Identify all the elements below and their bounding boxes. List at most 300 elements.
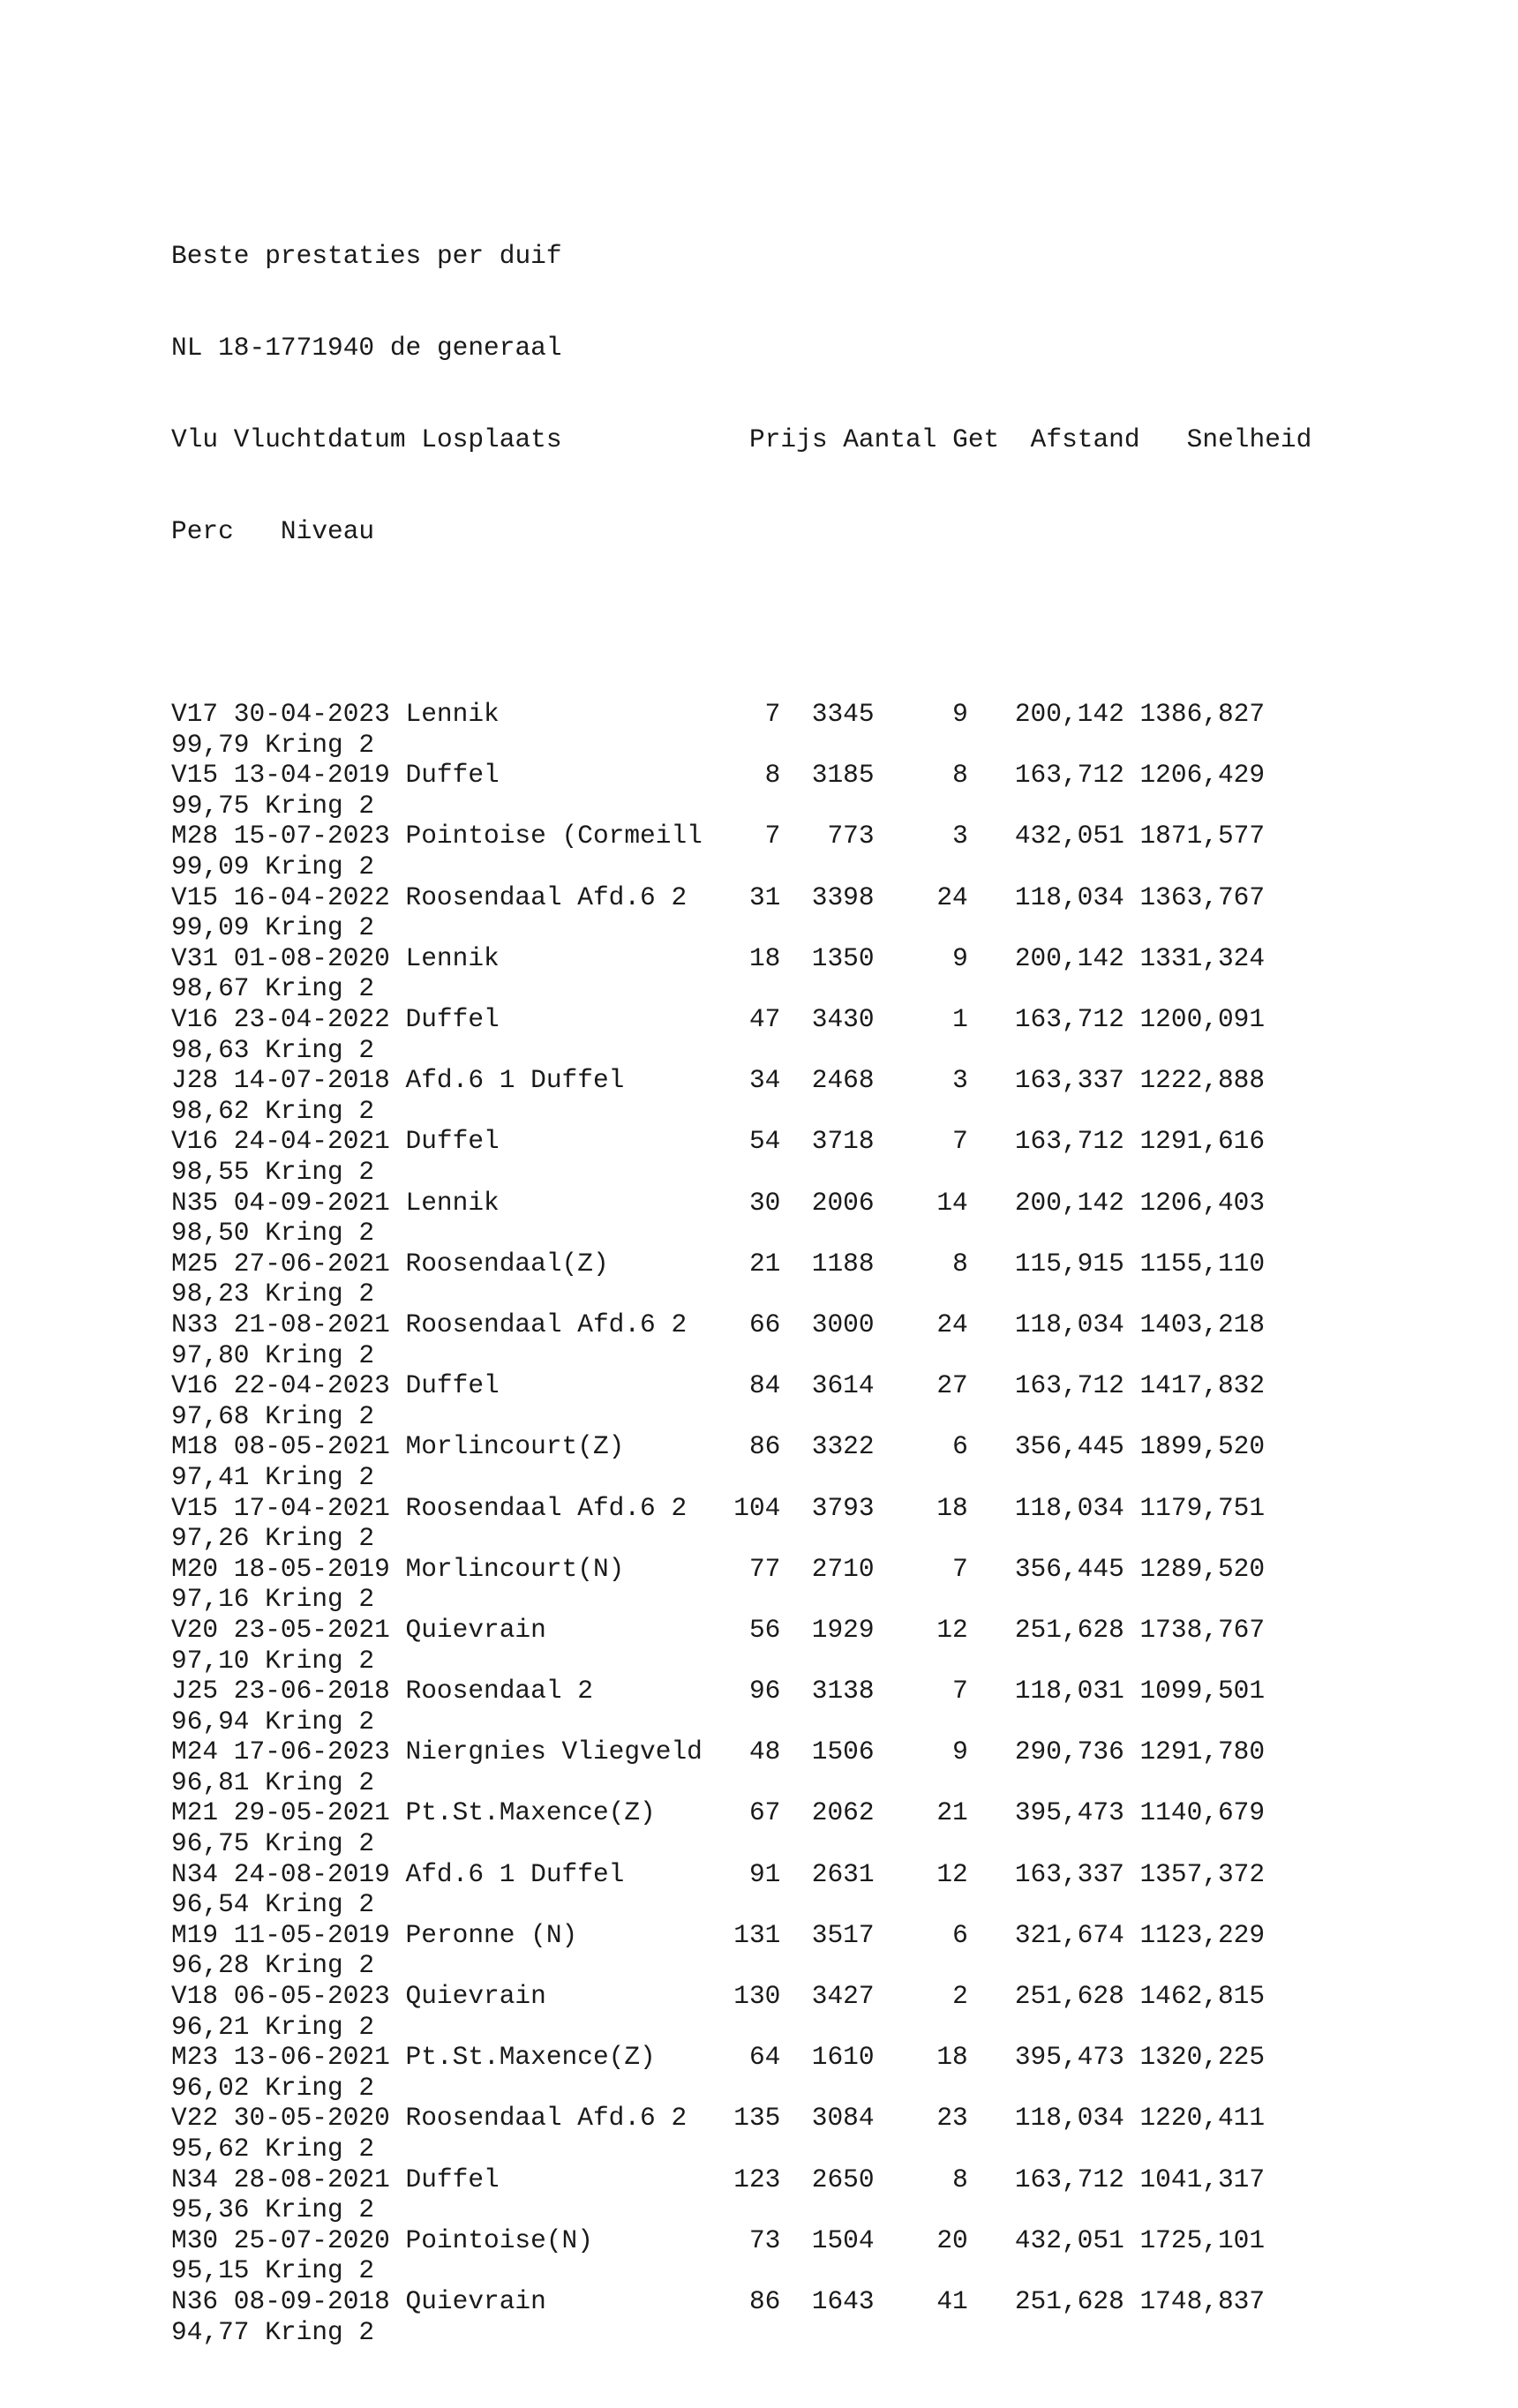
percentage-cell: 99,75: [171, 790, 250, 821]
flight-date-cell: 23-04-2022: [233, 1004, 390, 1035]
percentage-cell: 96,28: [171, 1950, 250, 1981]
table-row: [171, 2286, 1311, 2317]
table-row: [171, 1431, 1311, 1462]
percentage-cell: 99,09: [171, 851, 250, 882]
flight-code-cell: V15: [171, 881, 219, 912]
percentage-cell: 98,23: [171, 1279, 250, 1309]
count-cell: 2631: [811, 1858, 875, 1889]
flight-date-cell: 11-05-2019: [233, 1919, 390, 1950]
table-row-percentage: [171, 1157, 1311, 1188]
table-row-percentage: [171, 2255, 1311, 2286]
count-cell: 2710: [811, 1553, 875, 1584]
get-cell: 8: [952, 760, 968, 791]
prize-cell: 34: [748, 1065, 781, 1096]
get-cell: 18: [936, 1492, 968, 1523]
speed-cell: 1099,501: [1139, 1676, 1266, 1707]
release-site-cell: Pointoise(N): [405, 2224, 593, 2255]
flight-date-cell: 25-07-2020: [233, 2224, 390, 2255]
release-site-cell: Lennik: [405, 1187, 500, 1218]
prize-cell: 31: [748, 881, 781, 912]
speed-cell: 1363,767: [1139, 881, 1266, 912]
separator: [250, 2134, 266, 2164]
table-row-percentage: [171, 2012, 1311, 2043]
prize-cell: 8: [764, 760, 781, 791]
percentage-cell: 95,62: [171, 2134, 250, 2164]
count-cell: 3427: [811, 1981, 875, 2012]
separator: [250, 2194, 266, 2225]
table-row: [171, 1065, 1311, 1096]
release-site-cell: Duffel: [405, 1004, 500, 1035]
speed-cell: 1222,888: [1139, 1065, 1266, 1096]
distance-cell: 432,051: [1014, 2224, 1124, 2255]
flight-date-cell: 29-05-2021: [233, 1797, 390, 1828]
column-header-line-1: Vlu Vluchtdatum Losplaats Prijs Aantal Get Afstand Snelheid: [171, 424, 1312, 454]
table-row-percentage: [171, 1646, 1311, 1677]
flight-code-cell: N36: [171, 2285, 219, 2316]
count-cell: 3517: [811, 1919, 875, 1950]
level-cell: Kring 2: [265, 1034, 375, 1065]
table-row-percentage: [171, 1950, 1311, 1981]
distance-cell: 118,034: [1014, 2103, 1124, 2134]
percentage-cell: 98,63: [171, 1034, 250, 1065]
table-row: [171, 1737, 1311, 1767]
level-cell: Kring 2: [265, 2134, 375, 2164]
prize-cell: 18: [748, 942, 781, 973]
separator: [250, 2012, 266, 2043]
flight-code-cell: N35: [171, 1187, 219, 1218]
table-row-percentage: [171, 2317, 1311, 2348]
count-cell: 773: [827, 821, 875, 851]
flight-date-cell: 18-05-2019: [233, 1553, 390, 1584]
flight-date-cell: 17-04-2021: [233, 1492, 390, 1523]
release-site-cell: Lennik: [405, 699, 500, 730]
level-cell: Kring 2: [265, 2072, 375, 2103]
table-row-percentage: [171, 851, 1311, 882]
get-cell: 9: [952, 942, 968, 973]
level-cell: Kring 2: [265, 1461, 375, 1492]
distance-cell: 251,628: [1014, 2285, 1124, 2316]
distance-cell: 395,473: [1014, 1797, 1124, 1828]
table-row-percentage: [171, 1767, 1311, 1798]
level-cell: Kring 2: [265, 1339, 375, 1370]
percentage-cell: 97,26: [171, 1523, 250, 1554]
level-cell: Kring 2: [265, 1400, 375, 1431]
release-site-cell: Morlincourt(N): [405, 1553, 625, 1584]
column-header-line-2: Perc Niveau: [171, 515, 375, 546]
flight-code-cell: M25: [171, 1248, 219, 1279]
prize-cell: 56: [748, 1614, 781, 1645]
percentage-cell: 94,77: [171, 2316, 250, 2347]
distance-cell: 200,142: [1014, 699, 1124, 730]
table-row: [171, 1981, 1311, 2012]
speed-cell: 1738,767: [1139, 1614, 1266, 1645]
table-row-percentage: [171, 1462, 1311, 1493]
speed-cell: 1155,110: [1139, 1248, 1266, 1279]
count-cell: 1610: [811, 2042, 875, 2073]
prize-cell: 7: [764, 699, 781, 730]
count-cell: 1506: [811, 1737, 875, 1767]
table-row-percentage: [171, 1035, 1311, 1066]
release-site-cell: Roosendaal(Z): [405, 1248, 609, 1279]
get-cell: 41: [936, 2285, 968, 2316]
flight-date-cell: 15-07-2023: [233, 821, 390, 851]
speed-cell: 1289,520: [1139, 1553, 1266, 1584]
percentage-cell: 97,10: [171, 1645, 250, 1676]
percentage-cell: 97,68: [171, 1400, 250, 1431]
separator: [250, 2317, 266, 2348]
count-cell: 3430: [811, 1004, 875, 1035]
speed-cell: 1462,815: [1139, 1981, 1266, 2012]
release-site-cell: Lennik: [405, 942, 500, 973]
flight-code-cell: V18: [171, 1981, 219, 2012]
get-cell: 7: [952, 1676, 968, 1707]
level-cell: Kring 2: [265, 1950, 375, 1981]
prize-cell: 86: [748, 2285, 781, 2316]
speed-cell: 1403,218: [1139, 1309, 1266, 1339]
speed-cell: 1220,411: [1139, 2103, 1266, 2134]
get-cell: 2: [952, 1981, 968, 2012]
prize-cell: 77: [748, 1553, 781, 1584]
count-cell: 2062: [811, 1797, 875, 1828]
flight-code-cell: V16: [171, 1004, 219, 1035]
table-row: [171, 1859, 1311, 1890]
get-cell: 1: [952, 1004, 968, 1035]
count-cell: 1929: [811, 1614, 875, 1645]
separator: [250, 1707, 266, 1737]
percentage-cell: 96,81: [171, 1767, 250, 1797]
flight-code-cell: N34: [171, 1858, 219, 1889]
table-row-percentage: [171, 1889, 1311, 1920]
flight-code-cell: M24: [171, 1737, 219, 1767]
get-cell: 12: [936, 1614, 968, 1645]
count-cell: 3322: [811, 1431, 875, 1462]
table-row-percentage: [171, 791, 1311, 821]
separator: [250, 1340, 266, 1371]
table-row: [171, 1370, 1311, 1401]
count-cell: 3614: [811, 1370, 875, 1401]
prize-cell: 54: [748, 1126, 781, 1157]
count-cell: 3793: [811, 1492, 875, 1523]
speed-cell: 1417,832: [1139, 1370, 1266, 1401]
separator: [250, 1157, 266, 1188]
speed-cell: 1357,372: [1139, 1858, 1266, 1889]
table-row-percentage: [171, 1523, 1311, 1554]
percentage-cell: 97,16: [171, 1584, 250, 1615]
speed-cell: 1206,429: [1139, 760, 1266, 791]
table-row-percentage: [171, 973, 1311, 1004]
get-cell: 20: [936, 2224, 968, 2255]
flight-code-cell: V20: [171, 1614, 219, 1645]
flight-code-cell: V15: [171, 760, 219, 791]
prize-cell: 104: [733, 1492, 781, 1523]
percentage-cell: 95,36: [171, 2194, 250, 2225]
flight-date-cell: 17-06-2023: [233, 1737, 390, 1767]
separator: [250, 912, 266, 943]
percentage-cell: 96,94: [171, 1706, 250, 1737]
distance-cell: 163,712: [1014, 1004, 1124, 1035]
speed-cell: 1291,780: [1139, 1737, 1266, 1767]
flight-date-cell: 27-06-2021: [233, 1248, 390, 1279]
release-site-cell: Quievrain: [405, 1981, 546, 2012]
percentage-cell: 98,62: [171, 1095, 250, 1126]
separator: [250, 1218, 266, 1249]
speed-cell: 1871,577: [1139, 821, 1266, 851]
level-cell: Kring 2: [265, 1157, 375, 1187]
separator: [250, 1767, 266, 1798]
speed-cell: 1320,225: [1139, 2042, 1266, 2073]
get-cell: 27: [936, 1370, 968, 1401]
flight-date-cell: 24-08-2019: [233, 1858, 390, 1889]
flight-code-cell: V31: [171, 942, 219, 973]
table-row-percentage: [171, 2134, 1311, 2164]
get-cell: 12: [936, 1858, 968, 1889]
report-text: [171, 180, 1311, 2408]
level-cell: Kring 2: [265, 973, 375, 1004]
level-cell: Kring 2: [265, 1584, 375, 1615]
prize-cell: 131: [733, 1919, 781, 1950]
prize-cell: 48: [748, 1737, 781, 1767]
distance-cell: 118,031: [1014, 1676, 1124, 1707]
flight-code-cell: M20: [171, 1553, 219, 1584]
distance-cell: 163,712: [1014, 1126, 1124, 1157]
flight-code-cell: V15: [171, 1492, 219, 1523]
get-cell: 18: [936, 2042, 968, 2073]
level-cell: Kring 2: [265, 2255, 375, 2286]
percentage-cell: 96,21: [171, 2011, 250, 2042]
get-cell: 23: [936, 2103, 968, 2134]
separator: [250, 1584, 266, 1615]
percentage-cell: 98,67: [171, 973, 250, 1004]
flight-code-cell: N34: [171, 2164, 219, 2194]
flight-code-cell: V16: [171, 1370, 219, 1401]
distance-cell: 290,736: [1014, 1737, 1124, 1767]
prize-cell: 47: [748, 1004, 781, 1035]
table-row: [171, 882, 1311, 913]
count-cell: 3345: [811, 699, 875, 730]
table-row: [171, 943, 1311, 974]
level-cell: Kring 2: [265, 1095, 375, 1126]
get-cell: 24: [936, 1309, 968, 1339]
distance-cell: 118,034: [1014, 1309, 1124, 1339]
level-cell: Kring 2: [265, 2316, 375, 2347]
distance-cell: 200,142: [1014, 1187, 1124, 1218]
distance-cell: 163,712: [1014, 760, 1124, 791]
flight-date-cell: 13-04-2019: [233, 760, 390, 791]
separator: [250, 973, 266, 1004]
speed-cell: 1386,827: [1139, 699, 1266, 730]
get-cell: 6: [952, 1431, 968, 1462]
speed-cell: 1331,324: [1139, 942, 1266, 973]
flight-date-cell: 08-05-2021: [233, 1431, 390, 1462]
release-site-cell: Duffel: [405, 760, 500, 791]
prize-cell: 123: [733, 2164, 781, 2194]
table-row: [171, 1676, 1311, 1707]
separator: [250, 851, 266, 882]
table-row: [171, 1554, 1311, 1585]
count-cell: 1504: [811, 2224, 875, 2255]
table-row-percentage: [171, 2194, 1311, 2225]
prize-cell: 30: [748, 1187, 781, 1218]
table-row: [171, 699, 1311, 730]
distance-cell: 115,915: [1014, 1248, 1124, 1279]
get-cell: 6: [952, 1919, 968, 1950]
separator: [250, 1646, 266, 1677]
speed-cell: 1748,837: [1139, 2285, 1266, 2316]
flight-date-cell: 04-09-2021: [233, 1187, 390, 1218]
distance-cell: 251,628: [1014, 1614, 1124, 1645]
level-cell: Kring 2: [265, 1706, 375, 1737]
count-cell: 2468: [811, 1065, 875, 1096]
release-site-cell: Quievrain: [405, 2285, 546, 2316]
percentage-cell: 98,55: [171, 1157, 250, 1187]
prize-cell: 96: [748, 1676, 781, 1707]
table-row: [171, 2225, 1311, 2256]
count-cell: 2006: [811, 1187, 875, 1218]
level-cell: Kring 2: [265, 1645, 375, 1676]
percentage-cell: 96,75: [171, 1828, 250, 1859]
prize-cell: 130: [733, 1981, 781, 2012]
flight-code-cell: M23: [171, 2042, 219, 2073]
table-row: [171, 1920, 1311, 1951]
release-site-cell: Pt.St.Maxence(Z): [405, 2042, 656, 2073]
flight-date-cell: 08-09-2018: [233, 2285, 390, 2316]
level-cell: Kring 2: [265, 790, 375, 821]
table-row: [171, 2042, 1311, 2073]
get-cell: 3: [952, 1065, 968, 1096]
percentage-cell: 99,79: [171, 729, 250, 760]
count-cell: 1188: [811, 1248, 875, 1279]
level-cell: Kring 2: [265, 1767, 375, 1797]
flight-code-cell: M19: [171, 1919, 219, 1950]
distance-cell: 163,337: [1014, 1858, 1124, 1889]
prize-cell: 84: [748, 1370, 781, 1401]
get-cell: 7: [952, 1553, 968, 1584]
flight-date-cell: 14-07-2018: [233, 1065, 390, 1096]
level-cell: Kring 2: [265, 2194, 375, 2225]
table-row-percentage: [171, 730, 1311, 761]
report-title: Beste prestaties per duif: [171, 241, 562, 272]
separator: [250, 1401, 266, 1432]
table-row-percentage: [171, 1707, 1311, 1737]
get-cell: 24: [936, 881, 968, 912]
percentage-cell: 96,54: [171, 1889, 250, 1920]
release-site-cell: Afd.6 1 Duffel: [405, 1858, 625, 1889]
flight-code-cell: V22: [171, 2103, 219, 2134]
flight-date-cell: 28-08-2021: [233, 2164, 390, 2194]
get-cell: 14: [936, 1187, 968, 1218]
flight-date-cell: 21-08-2021: [233, 1309, 390, 1339]
count-cell: 3000: [811, 1309, 875, 1339]
speed-cell: 1206,403: [1139, 1187, 1266, 1218]
table-row: [171, 1493, 1311, 1524]
table-row-percentage: [171, 1096, 1311, 1127]
speed-cell: 1291,616: [1139, 1126, 1266, 1157]
flight-code-cell: J25: [171, 1676, 219, 1707]
speed-cell: 1200,091: [1139, 1004, 1266, 1035]
prize-cell: 73: [748, 2224, 781, 2255]
separator: [250, 1035, 266, 1066]
count-cell: 2650: [811, 2164, 875, 2194]
table-row: [171, 1249, 1311, 1279]
table-row-percentage: [171, 1401, 1311, 1432]
release-site-cell: Peronne (N): [405, 1919, 578, 1950]
table-row: [171, 1615, 1311, 1646]
flight-date-cell: 30-04-2023: [233, 699, 390, 730]
distance-cell: 163,712: [1014, 2164, 1124, 2194]
separator: [250, 791, 266, 821]
get-cell: 8: [952, 1248, 968, 1279]
count-cell: 1350: [811, 942, 875, 973]
level-cell: Kring 2: [265, 912, 375, 943]
separator: [250, 1889, 266, 1920]
count-cell: 3185: [811, 760, 875, 791]
separator: [250, 1279, 266, 1309]
prize-cell: 64: [748, 2042, 781, 2073]
percentage-cell: 97,80: [171, 1339, 250, 1370]
table-row: [171, 1004, 1311, 1035]
release-site-cell: Roosendaal Afd.6 2: [405, 1309, 688, 1339]
get-cell: 21: [936, 1797, 968, 1828]
level-cell: Kring 2: [265, 2011, 375, 2042]
separator: [250, 2073, 266, 2104]
flight-code-cell: M21: [171, 1797, 219, 1828]
separator: [250, 1096, 266, 1127]
separator: [250, 1828, 266, 1859]
table-row-percentage: [171, 1828, 1311, 1859]
separator: [250, 1950, 266, 1981]
distance-cell: 118,034: [1014, 881, 1124, 912]
get-cell: 7: [952, 1126, 968, 1157]
prize-cell: 67: [748, 1797, 781, 1828]
flight-code-cell: M30: [171, 2224, 219, 2255]
flight-date-cell: 22-04-2023: [233, 1370, 390, 1401]
flight-date-cell: 23-05-2021: [233, 1614, 390, 1645]
release-site-cell: Niergnies Vliegveld: [405, 1737, 703, 1767]
release-site-cell: Duffel: [405, 1370, 500, 1401]
release-site-cell: Roosendaal 2: [405, 1676, 593, 1707]
distance-cell: 395,473: [1014, 2042, 1124, 2073]
release-site-cell: Pointoise (Cormeill: [405, 821, 703, 851]
table-row: [171, 1309, 1311, 1340]
speed-cell: 1725,101: [1139, 2224, 1266, 2255]
flight-date-cell: 01-08-2020: [233, 942, 390, 973]
flight-date-cell: 23-06-2018: [233, 1676, 390, 1707]
speed-cell: 1041,317: [1139, 2164, 1266, 2194]
distance-cell: 251,628: [1014, 1981, 1124, 2012]
prize-cell: 66: [748, 1309, 781, 1339]
table-row-percentage: [171, 1218, 1311, 1249]
get-cell: 3: [952, 821, 968, 851]
speed-cell: 1140,679: [1139, 1797, 1266, 1828]
separator: [250, 1523, 266, 1554]
flight-date-cell: 13-06-2021: [233, 2042, 390, 2073]
distance-cell: 356,445: [1014, 1553, 1124, 1584]
prize-cell: 91: [748, 1858, 781, 1889]
distance-cell: 321,674: [1014, 1919, 1124, 1950]
level-cell: Kring 2: [265, 1218, 375, 1249]
table-row: [171, 2164, 1311, 2195]
results-table: [171, 699, 1311, 2347]
count-cell: 3138: [811, 1676, 875, 1707]
level-cell: Kring 2: [265, 851, 375, 882]
prize-cell: 135: [733, 2103, 781, 2134]
flight-code-cell: J28: [171, 1065, 219, 1096]
flight-date-cell: 06-05-2023: [233, 1981, 390, 2012]
flight-code-cell: N33: [171, 1309, 219, 1339]
table-row: [171, 1126, 1311, 1157]
flight-code-cell: M18: [171, 1431, 219, 1462]
pigeon-id: NL 18-1771940 de generaal: [171, 332, 562, 363]
